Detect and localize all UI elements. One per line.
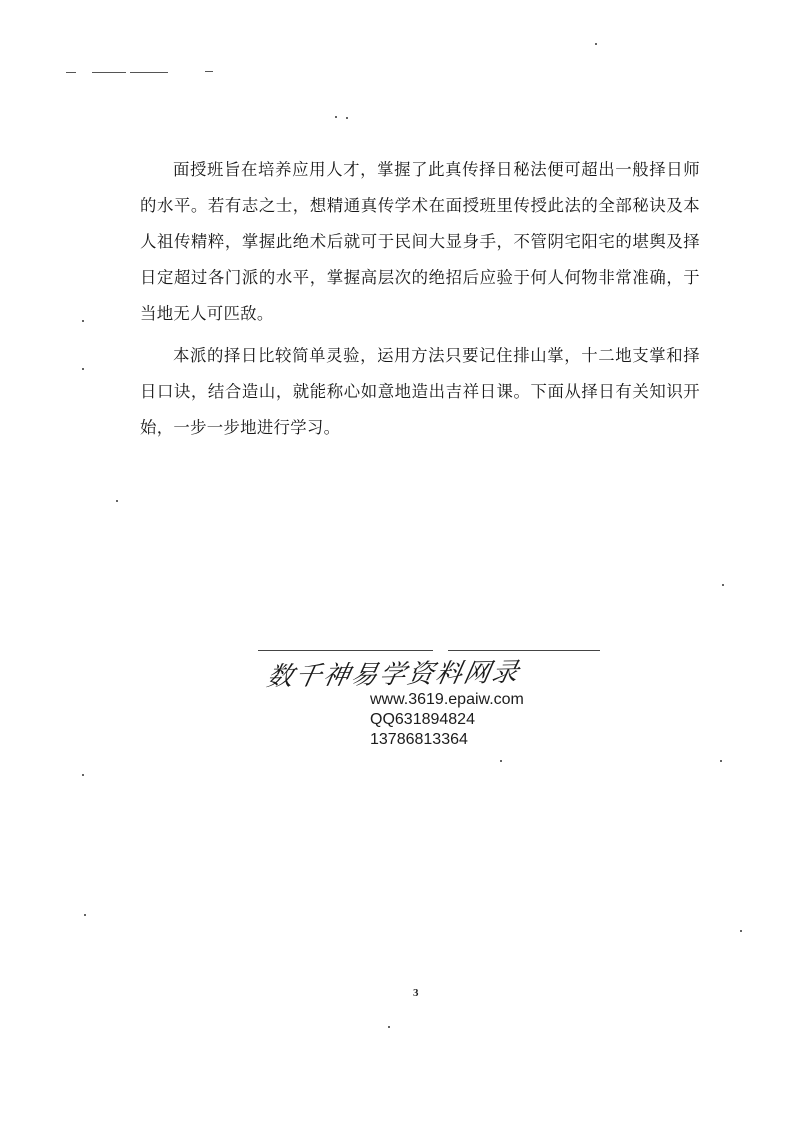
handwritten-signature: 数千神易学资料网录 [264,657,523,693]
paragraph-method: 本派的择日比较简单灵验，运用方法只要记住排山掌，十二地支掌和择日口诀，结合造山，就能称心如意地造出吉祥日课。下面从择日有关知识开始，一步一步地进行学习。 [140,346,700,437]
scan-speck [116,500,118,502]
qq-number: QQ631894824 [370,711,475,728]
website-text: www.3619.epaiw.com [370,691,524,708]
scan-speck [722,584,724,586]
stamp-rule-left [258,650,433,651]
scan-speck [335,116,337,118]
scan-speck [500,760,502,762]
scan-mark-top-line-2 [130,72,168,73]
scan-speck [595,43,597,45]
scan-speck [82,320,84,322]
scan-speck [740,930,742,932]
scan-speck [346,117,348,119]
scan-mark-top-line-1 [92,72,126,73]
phone-number: 13786813364 [370,731,468,748]
contact-details [370,690,524,750]
scan-speck [84,914,86,916]
scan-speck [82,774,84,776]
document-body [140,152,700,446]
paragraph-intro: 面授班旨在培养应用人才，掌握了此真传择日秘法便可超出一般择日师的水平。若有志之士，想精通真传学术在面授班里传授此法的全部秘诀及本人祖传精粹，掌握此绝术后就可于民间大显身手，不管阴宅阳宅的堪舆及择日定超过各门派的水平，掌握高层次的绝招后应验于何人何物非常准确，于当地无人可匹敌。 [140,160,700,323]
scan-mark-top-left [66,72,76,73]
scan-mark-top-line-3 [205,71,213,72]
scan-speck [388,1026,390,1028]
scan-speck [82,368,84,370]
scan-speck [720,760,722,762]
page-number: 3 [413,987,419,999]
